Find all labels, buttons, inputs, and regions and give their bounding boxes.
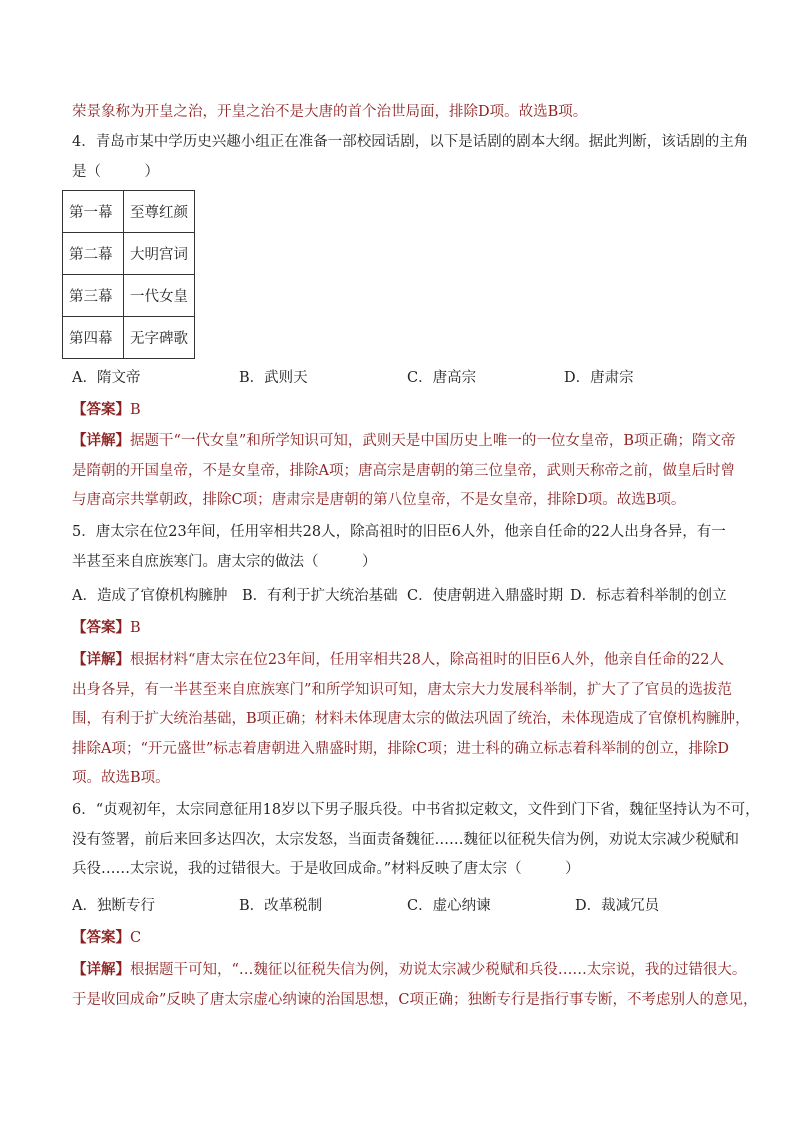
act-cell: 第三幕	[63, 275, 124, 317]
stem-line: 4．青岛市某中学历史兴趣小组正在准备一部校园话剧，以下是话剧的剧本大纲。据此判断，该话剧的主角	[72, 134, 749, 150]
question-5-detail	[72, 645, 750, 794]
table-row	[63, 233, 195, 275]
question-4-stem	[72, 128, 749, 187]
option-b: B．武则天	[239, 370, 308, 386]
stem-line: 是（ ）	[72, 163, 159, 180]
option-d: D．标志着科举制的创立	[570, 588, 727, 604]
detail-line: 出身各异，有一半甚至来自庶族寒门”和所学知识可知，唐太宗大力发展科举制，扩大了了官员的选拔范	[72, 681, 732, 698]
answer-value: B	[130, 402, 141, 418]
option-d: D．裁减冗员	[575, 898, 660, 914]
table-row	[63, 191, 195, 233]
question-6-detail	[72, 955, 758, 1015]
act-cell: 第一幕	[63, 191, 124, 233]
question-6-stem	[72, 796, 760, 885]
act-cell: 第四幕	[63, 317, 124, 359]
detail-text: 据题干“一代女皇”和所学知识可知，武则天是中国历史上唯一的一位女皇帝，B项正确；隋文帝	[130, 433, 736, 449]
detail-line: 围，有利于扩大统治基础，B项正确；材料未体现唐太宗的做法巩固了统治，未体现造成了官僚机构臃肿，	[72, 711, 750, 727]
option-c: C．虚心纳谏	[407, 898, 491, 914]
option-a: A．独断专行	[72, 898, 155, 914]
answer-value: B	[130, 620, 141, 636]
detail-text: 排除A项；	[72, 740, 141, 757]
act-title-cell: 至尊红颜	[124, 191, 195, 233]
act-title-cell: 一代女皇	[124, 275, 195, 317]
stem-line: 兵役……太宗说，我的过错很大。于是收回成命。”材料反映了唐太宗（ ）	[72, 861, 580, 877]
script-outline-table	[62, 190, 195, 359]
detail-text: 根据材料“唐太宗在位23年间，任用宰相共28人，除高祖时的旧臣6人外，他亲自任命的22人	[130, 652, 724, 668]
option-c: C．使唐朝进入鼎盛时期	[407, 588, 564, 604]
detail-line	[72, 955, 747, 986]
question-4-answer	[72, 395, 732, 426]
stem-line: 5．唐太宗在位23年间，任用宰相共28人，除高祖时的旧臣6人外，他亲自任命的22人出身各异，有一	[72, 524, 726, 540]
detail-line: 于是收回成命”反映了唐太宗虚心纳谏的治国思想，C项正确；独断专行是指行事专断，不考虑别人的意见，	[72, 991, 758, 1008]
detail-label: 【详解】	[72, 961, 130, 978]
act-cell: 第二幕	[63, 233, 124, 275]
previous-explanation-tail: 荣景象称为开皇之治，开皇之治不是大唐的首个治世局面，排除D项。故选B项。	[72, 104, 588, 120]
answer-label: 【答案】	[72, 401, 130, 418]
option-b: B．改革税制	[239, 898, 323, 914]
table-row	[63, 317, 195, 359]
option-a: A．隋文帝	[72, 370, 141, 386]
option-a: A．造成了官僚机构臃肿	[72, 588, 228, 604]
detail-line	[72, 645, 732, 676]
stem-line: 6．“贞观初年，太宗同意征用18岁以下男子服兵役。中书省拟定敕文，文件到门下省，魏征坚持认为不可，	[72, 802, 760, 818]
question-5-stem	[72, 518, 732, 577]
table-row	[63, 275, 195, 317]
answer-label: 【答案】	[72, 619, 130, 636]
stem-line: 没有签署，前后来回多达四次，太宗发怒，当面责备魏征……魏征以征税失信为例，劝说太宗减少税赋和	[72, 831, 739, 848]
detail-line	[72, 426, 736, 457]
option-c: C．唐高宗	[407, 370, 477, 386]
detail-text: 排除C项；进士科的确立标志着科举制的创立，排除D	[387, 740, 730, 757]
stem-line: 半甚至来自庶族寒门。唐太宗的做法（ ）	[72, 553, 377, 570]
detail-text: “开元盛世”标志着唐朝进入鼎盛时期，	[140, 740, 388, 757]
detail-label: 【详解】	[72, 432, 130, 449]
answer-label: 【答案】	[72, 929, 130, 946]
detail-label: 【详解】	[72, 651, 130, 668]
option-b: B．有利于扩大统治基础	[242, 588, 398, 604]
act-title-cell: 大明宫词	[124, 233, 195, 275]
detail-line	[72, 735, 732, 765]
detail-text: 根据题干可知，“…魏征以征税失信为例，劝说太宗减少税赋和兵役……太宗说，我的过错很大。	[130, 962, 747, 978]
question-6-answer	[72, 923, 732, 954]
detail-line: 与唐高宗共掌朝政，排除C项；唐肃宗是唐朝的第八位皇帝，不是女皇帝，排除D项。故选B项。	[72, 492, 686, 508]
detail-line: 项。故选B项。	[72, 770, 170, 786]
detail-line: 是隋朝的开国皇帝，不是女皇帝，排除A项；唐高宗是唐朝的第三位皇帝，武则天称帝之前，做皇后时曾	[72, 462, 735, 479]
question-4-detail	[72, 426, 736, 516]
question-5-answer	[72, 613, 732, 644]
act-title-cell: 无字碑歌	[124, 317, 195, 359]
answer-value: C	[130, 930, 142, 946]
option-d: D．唐肃宗	[564, 370, 634, 386]
